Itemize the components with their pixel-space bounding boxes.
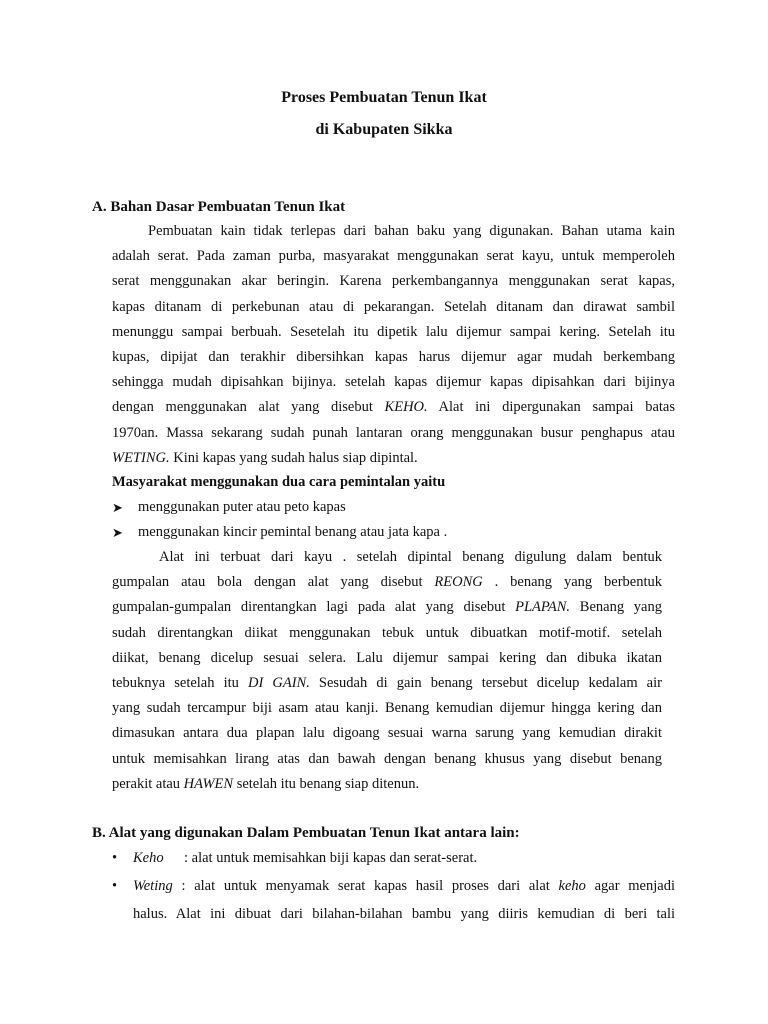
arrow-bullet-icon: ➤ [112, 500, 123, 515]
tool-term: Keho [133, 850, 164, 866]
paragraph-line: sudah direntangkan diikat menggunakan tebuk untuk dibuatkan motif-motif. setelah [112, 624, 662, 641]
text-segment: : alat untuk menyamak serat kapas hasil proses dari alat [172, 878, 559, 894]
list-item [112, 495, 672, 520]
section-a-paragraph-1 [112, 219, 675, 471]
paragraph-line: diikat, benang dicelup sesuai selera. Lalu dijemur sampai kering dan dibuka ikatan [112, 649, 662, 666]
list-item-text: menggunakan puter atau peto kapas [138, 499, 346, 515]
text-segment: Alat ini dipergunakan sampai batas [427, 399, 675, 416]
paragraph-line: adalah serat. Pada zaman purba, masyarakat menggunakan serat kayu, untuk memperoleh [112, 248, 675, 265]
tool-description-line: halus. Alat ini dibuat dari bilahan-bilahan bambu yang diiris kemudian di beri tali [133, 906, 675, 922]
paragraph-line: Pembuatan kain tidak terlepas dari bahan baku yang digunakan. Bahan utama kain [148, 223, 675, 239]
term-reong-emphasis: REONG [434, 574, 483, 591]
text-segment: gumpalan-gumpalan direntangkan lagi pada alat yang disebut [112, 599, 516, 616]
bullet-icon: • [112, 878, 118, 894]
spinning-methods-subheading: Masyarakat menggunakan dua cara pemintalan yaitu [112, 474, 446, 490]
term-di-gain-emphasis: DI GAIN. [247, 675, 310, 692]
text-segment: dengan menggunakan alat yang disebut [112, 399, 385, 416]
document-subtitle: di Kabupaten Sikka [315, 121, 453, 138]
document-title: Proses Pembuatan Tenun Ikat [281, 89, 487, 106]
text-segment: agar menjadi [585, 878, 675, 894]
text-segment: setelah itu benang siap ditenun. [233, 775, 420, 792]
spinning-methods-list [112, 495, 672, 545]
paragraph-line [112, 671, 662, 696]
bullet-icon: • [112, 850, 118, 866]
paragraph-line: serat menggunakan akar beringin. Karena perkembangannya menggunakan serat kapas, [112, 273, 675, 290]
paragraph-line [112, 772, 662, 797]
paragraph-line: Alat ini terbuat dari kayu . setelah dipintal benang digulung dalam bentuk [159, 549, 662, 565]
paragraph-line: sehingga mudah dipisahkan bijinya. setelah kapas dijemur kapas dipisahkan dari bijinya [112, 374, 675, 391]
paragraph-line: menunggu sampai berbuah. Sesetelah itu dipetik lalu dijemur sampai kering. Setelah itu [112, 323, 675, 340]
paragraph-line: 1970an. Massa sekarang sudah punah lantaran orang menggunakan busur penghapus atau [112, 424, 675, 441]
text-segment: gumpalan atau bola dengan alat yang disebut [112, 574, 435, 591]
list-item [110, 846, 675, 871]
text-segment: Benang yang [570, 599, 662, 616]
text-segment: . benang yang berbentuk [482, 574, 662, 591]
term-keho-emphasis: keho [558, 878, 586, 894]
tool-term: Weting [133, 878, 173, 894]
paragraph-line [112, 570, 662, 595]
list-item [110, 874, 675, 927]
section-a-heading: A. Bahan Dasar Pembuatan Tenun Ikat [92, 199, 346, 215]
paragraph-line: dimasukan antara dua plapan lalu digoang sesuai warna sarung yang kemudian dirakit [112, 725, 662, 742]
term-weting-emphasis: WETING. [112, 449, 170, 466]
tools-list [110, 846, 675, 927]
list-item-text: menggunakan kincir pemintal benang atau jata kapa . [138, 524, 448, 540]
term-plapan-emphasis: PLAPAN. [515, 599, 571, 616]
list-item [112, 520, 672, 545]
section-b-heading: B. Alat yang digunakan Dalam Pembuatan Tenun Ikat antara lain: [92, 825, 520, 841]
paragraph-line [112, 395, 675, 420]
term-keho-emphasis: KEHO. [384, 399, 428, 416]
paragraph-line: kapas ditanam di perkebunan atau di pekarangan. Setelah ditanam dan dirawat sambil [112, 298, 675, 315]
text-segment: perakit atau [112, 775, 184, 792]
paragraph-line: kupas, dipijat dan terakhir dibersihkan kapas harus dijemur agar mudah berkembang [112, 349, 675, 366]
term-hawen-emphasis: HAWEN [183, 775, 234, 792]
tool-description: : alat untuk memisahkan biji kapas dan serat-serat. [184, 850, 478, 866]
paragraph-line: yang sudah tercampur biji asam atau kanji. Benang kemudian dijemur hingga kering dan [112, 700, 662, 717]
paragraph-line: untuk memisahkan lirang atas dan bawah dengan benang khusus yang disebut benang [112, 750, 662, 767]
section-a-paragraph-2 [112, 545, 662, 797]
paragraph-line [112, 446, 675, 471]
tool-description-line [133, 874, 675, 899]
arrow-bullet-icon: ➤ [112, 525, 123, 540]
text-segment: Kini kapas yang sudah halus siap dipintal. [169, 449, 418, 466]
text-segment: Sesudah di gain benang tersebut dicelup kedalam air [309, 675, 662, 692]
paragraph-line [112, 595, 662, 620]
text-segment: tebuknya setelah itu [112, 675, 248, 692]
